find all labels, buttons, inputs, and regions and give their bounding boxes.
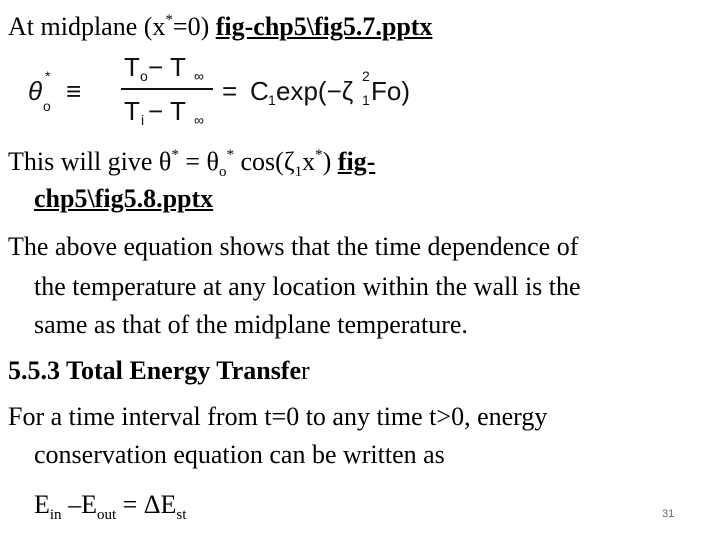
eq-den-inf: ∞ xyxy=(194,112,204,128)
eq-c: C xyxy=(250,76,269,106)
fig58-link-part1[interactable]: fig- xyxy=(337,147,376,176)
eq-theta-sup: * xyxy=(45,68,51,84)
eq-den-t: T xyxy=(124,96,140,126)
give-text4: x xyxy=(302,147,316,176)
eout-e: –E xyxy=(61,490,97,519)
page-number: 31 xyxy=(662,508,675,520)
give-text3: cos(ζ xyxy=(234,147,295,176)
eq-zeta-sup: 2 xyxy=(362,68,370,84)
para1-line1: The above equation shows that the time dependence of xyxy=(8,232,579,261)
midplane-line xyxy=(8,10,432,44)
fig57-link[interactable]: fig-chp5\fig5.7.pptx xyxy=(215,12,433,41)
fig58-link-line xyxy=(8,182,213,216)
give-text5: ) xyxy=(322,147,338,176)
star-superscript: * xyxy=(165,12,173,28)
give-sup3: * xyxy=(315,147,323,163)
eq-c-sub: 1 xyxy=(268,92,276,108)
heading-rest: r xyxy=(301,356,310,385)
eq-theta: θ xyxy=(28,76,43,106)
eq-num-inf: ∞ xyxy=(194,68,204,84)
eq-num-minus: − T xyxy=(148,52,186,82)
eq-theta-sub: o xyxy=(43,98,51,114)
ein-sub: in xyxy=(49,507,62,523)
fig58-link-part2[interactable]: chp5\fig5.8.pptx xyxy=(34,184,214,213)
this-will-give-line xyxy=(8,145,375,179)
give-text: This will give θ xyxy=(8,147,172,176)
para2-line2: conservation equation can be written as xyxy=(34,440,445,469)
eq-equals: = xyxy=(222,76,238,106)
para1-line2: the temperature at any location within the wall is the xyxy=(34,272,581,301)
give-sup2: * xyxy=(226,147,235,163)
energy-equation xyxy=(8,488,186,522)
give-sup1: * xyxy=(171,147,179,163)
para2-line1: For a time interval from t=0 to any time t>0, energy xyxy=(8,402,548,431)
est-e: = ΔE xyxy=(116,490,177,519)
eq-num-sub: o xyxy=(140,68,148,84)
eq-num-t: T xyxy=(124,52,140,82)
midplane-prefix: At midplane (x xyxy=(8,12,166,41)
heading-bold: 5.5.3 Total Energy Transfe xyxy=(8,356,302,385)
para1-line3: same as that of the midplane temperature. xyxy=(34,310,468,339)
est-sub: st xyxy=(176,507,187,523)
fraction-bar xyxy=(121,88,213,90)
section-heading xyxy=(8,354,310,388)
give-sub1: o xyxy=(219,164,227,180)
eq-den-sub: i xyxy=(141,112,145,128)
give-sub2: 1 xyxy=(294,164,303,180)
midplane-mid: =0) xyxy=(172,12,216,41)
give-text2: = θ xyxy=(178,147,220,176)
eq-exp: exp(−ζ xyxy=(276,76,354,106)
eout-sub: out xyxy=(96,507,117,523)
ein-e: E xyxy=(34,490,50,519)
eq-equiv: ≡ xyxy=(66,76,82,106)
eq-zeta-sub: 1 xyxy=(362,92,370,108)
eq-fo: Fo) xyxy=(371,76,410,106)
eq-den-minus: − T xyxy=(148,96,186,126)
